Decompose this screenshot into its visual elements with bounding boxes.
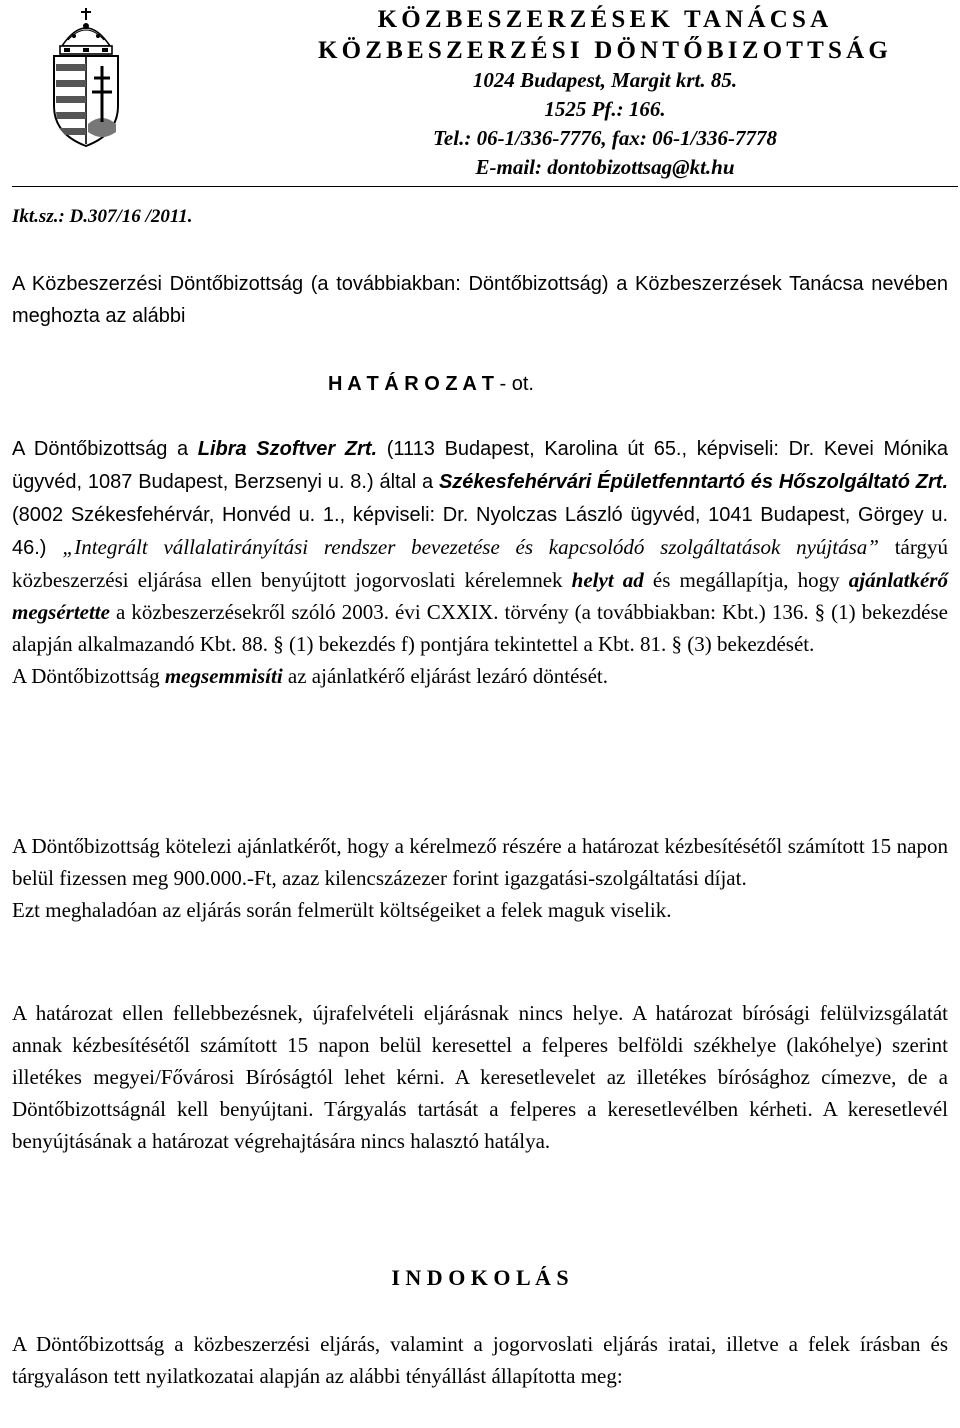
reasoning-intro: A Döntőbizottság a közbeszerzési eljárás, valamint a jogorvoslati eljárás iratai, illetve a felek írásban és tárgyaláson tett nyilatkozatai alapján az alábbi tényállást állapította meg: [12, 1332, 948, 1388]
email-address: E-mail: dontobizottsag@kt.hu [475, 155, 735, 179]
costs-paragraph: Ezt meghaladóan az eljárás során felmerült költségeiket a felek maguk viselik. [12, 898, 672, 922]
header-divider [12, 186, 958, 187]
procurement-subject: „Integrált vállalatirányítási rendszer bevezetése és kapcsolódó szolgáltatások nyújtása” [62, 535, 879, 559]
decision-heading [328, 367, 728, 400]
applicant-name: Libra Szoftver Zrt. [197, 438, 378, 460]
ruling-paragraph: A Döntőbizottság a Libra Szoftver Zrt. (1113 Budapest, Karolina út 65., képviseli: Dr. Kevei Mónika ügyvéd, 1087 Budapest, Berzsenyi u. 8.) által a Székesfehérvári Épületfenntartó és Hőszolgáltató Zrt. (8002 Székesfehérvár, Honvéd u. 1., képviseli: Dr. Nyolczas László ügyvéd, 1041 Budapest, Görgey u. 46.) „Integrált vállalatirányítási rendszer bevezetése és kapcsolódó szolgáltatások nyújtása” tárgyú közbeszerzési eljárása ellen benyújtott jogorvoslati kérelemnek helyt ad és megállapítja, hogy ajánlatkérő megsértette a közbeszerzésekről szóló 2003. évi CXXIX. törvény (a továbbiakban: Kbt.) 136. § (1) bekezdése alapján alkalmazandó Kbt. 88. § (1) bekezdés f) pontjára tekintettel a Kbt. 81. § (3) bekezdését. A Döntőbizottság megsemmisíti az ajánlatkérő eljárást lezáró döntését. [12, 432, 948, 692]
appeal-paragraph: A határozat ellen fellebbezésnek, újrafelvételi eljárásnak nincs helye. A határozat bírósági felülvizsgálatát annak kézbesítésétől számított 15 napon belül keresettel a felperes belföldi székhelye (lakóhelye) szerint illetékes megyei/Fővárosi Bíróságtól lehet kérni. A keresetlevelet az illetékes bírósághoz címezve, de a Döntőbizottságnál kell benyújtani. Tárgyalás tartását a felperes a keresetlevélben kérheti. A keresetlevél benyújtásának a határozat végrehajtására nincs halasztó hatálya. [12, 1001, 948, 1153]
board-name: KÖZBESZERZÉSI DÖNTŐBIZOTTSÁG [317, 37, 892, 64]
annulment-sentence: A Döntőbizottság megsemmisíti az ajánlatkérő eljárást lezáró döntését. [12, 664, 608, 688]
violation-finding: ajánlatkérő megsértette [12, 568, 948, 624]
decision-heading-word: H A T Á R O Z A T [328, 373, 494, 395]
helyt-ad: helyt ad [571, 568, 644, 592]
decision-heading-suffix: - ot. [493, 373, 534, 395]
coat-of-arms-icon [48, 6, 124, 148]
letterhead [260, 4, 950, 182]
phone-fax: Tel.: 06-1/336-7776, fax: 06-1/336-7778 [433, 126, 777, 150]
council-name: KÖZBESZERZÉSEK TANÁCSA [377, 6, 833, 33]
reasoning-heading: I N D O K O L Á S [391, 1265, 569, 1290]
filing-number: Ikt.sz.: D.307/16 /2011. [12, 206, 193, 227]
contracting-authority-name: Székesfehérvári Épületfenntartó és Hőszolgáltató Zrt. [438, 471, 948, 493]
po-box: 1525 Pf.: 166. [544, 97, 666, 121]
postal-address: 1024 Budapest, Margit krt. 85. [472, 68, 738, 92]
intro-paragraph: A Közbeszerzési Döntőbizottság (a továbbiakban: Döntőbizottság) a Közbeszerzések Tanácsa nevében meghozta az alábbi [12, 273, 948, 327]
fee-paragraph: A Döntőbizottság kötelezi ajánlatkérőt, hogy a kérelmező részére a határozat kézbesítésétől számított 15 napon belül fizessen meg 900.000.-Ft, azaz kilencszázezer forint igazgatási-szolgáltatási díjat. Ezt meghaladóan az eljárás során felmerült költségeiket a felek maguk viselik. [12, 830, 948, 926]
